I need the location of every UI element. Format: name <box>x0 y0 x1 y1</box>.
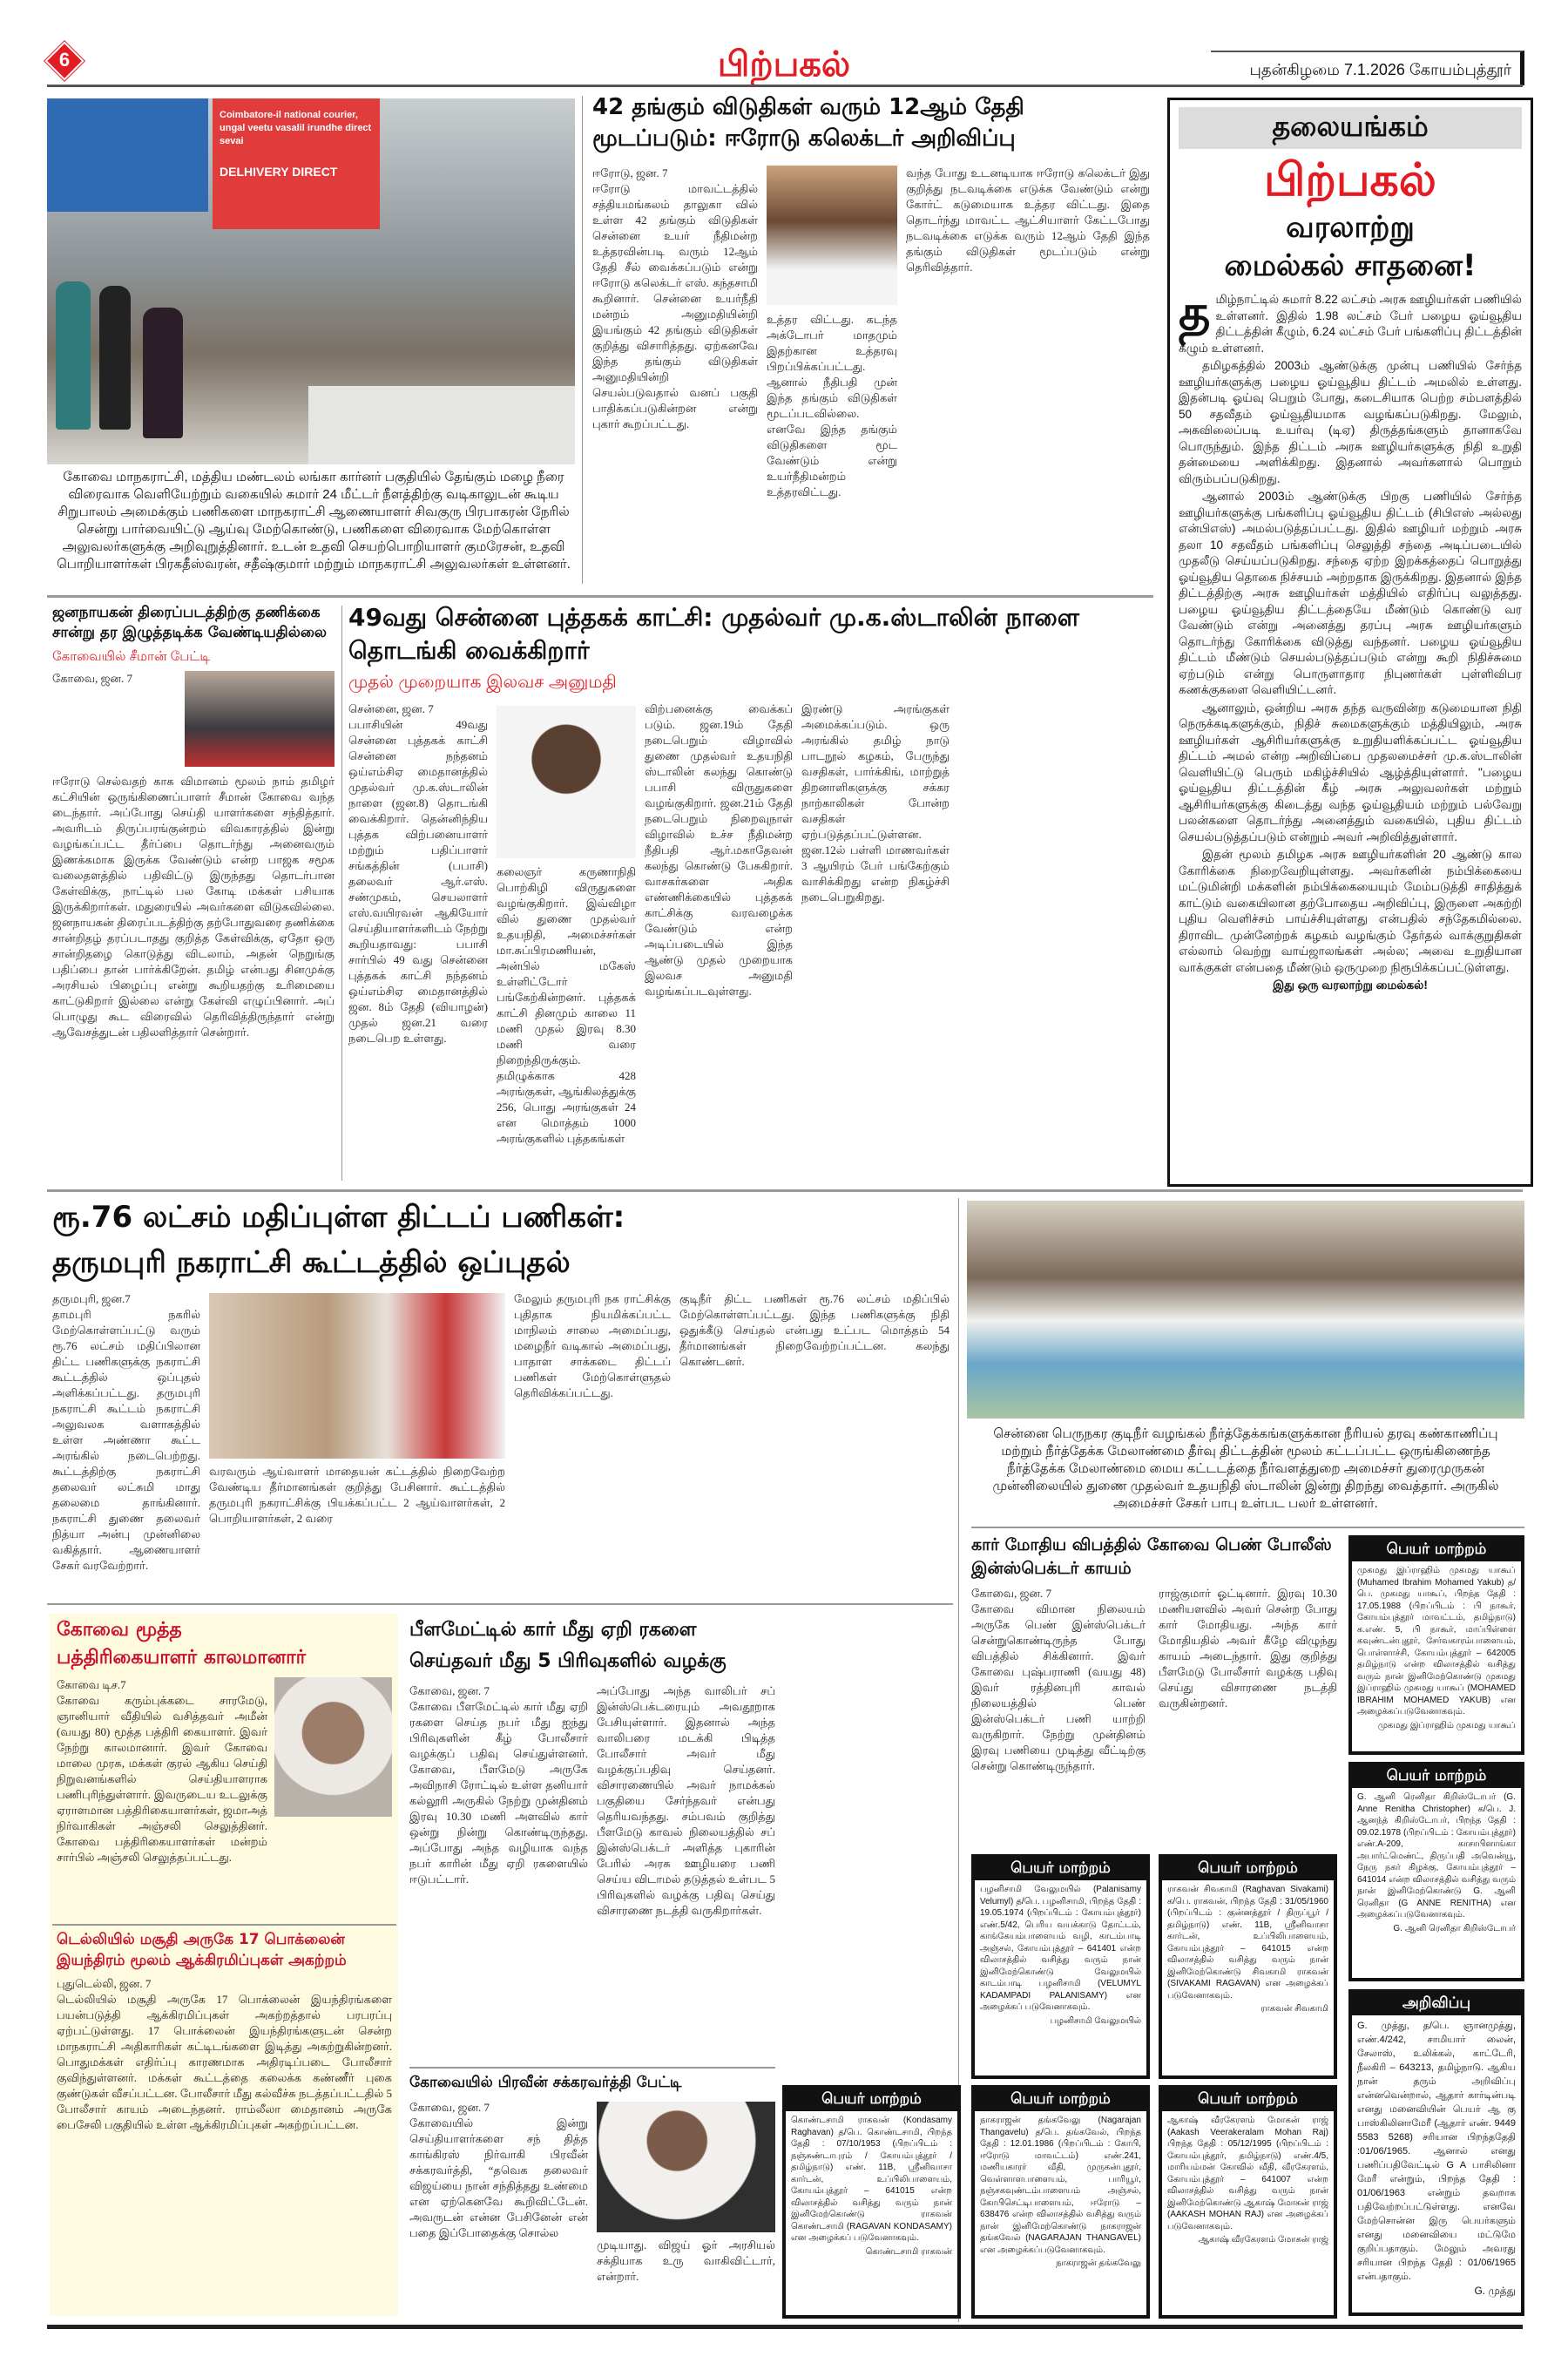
notice-title: பெயர் மாற்றம் <box>786 2089 957 2111</box>
notice-body: நாகராஜன் தங்கவேலு (Nagarajan Thangavelu) த/பெ. தங்கவேல், பிறந்த தேதி : 12.01.1986 (பிறப்பிடம் : கோபி, ஈரோடு மாவட்டம்) எண்.241, மணியகாரர் வீதி, முருகன்புதூர், வெள்ளாளபாளையம், பாரியூர், நஞ்சகவுண்டம்பாளையம் அஞ்சல், கோபிசெட்டிபாளையம், ஈரோடு – 638476 என்ற விலாசத்தில் வசித்து வரும் நான் இனிமேற்கொண்டு நாகராஜன் தங்கவேல் (NAGARAJAN THANGAVEL) என அழைக்கப்படுவேனாகவும். <box>980 2116 1141 2255</box>
billboard <box>213 98 380 229</box>
peelamedu-headline-1: பீளமேட்டில் கார் மீது ஏறி ரகளை <box>409 1619 697 1641</box>
concrete-slab <box>308 386 575 464</box>
peelamedu-headline-2: செய்தவர் மீது 5 பிரிவுகளில் வழக்கு <box>409 1650 727 1672</box>
notice-signature: G. முத்து <box>1474 2285 1516 2297</box>
name-change-notice-3 <box>971 1854 1150 2079</box>
page-number-badge <box>47 42 82 82</box>
bookfair-col3: விற்பனைக்கு வைக்கப் படும். ஜன.19ம் தேதி நடைபெறும் விழாவில் துணை முதல்வர் உதயநிதி ஸ்டாலின் கலந்து கொண்டு பபாசி விருதுகளை வழங்குகிறார். ஜன.21ம் தேதி நடைபெறும் நிறைவுநாள் விழாவில் உச்ச நீதிமன்ற நீதிபதி ஆர்.மகாதேவன் கலந்து கொண்டு பேசுகிறார். வாசகர்களை அதிக எண்ணிக்கையில் புத்தகக் காட்சிக்கு வரவழைக்க வேண்டும் என்ற அடிப்படையில் இந்த ஆண்டு முதல் முறையாக இலவச அனுமதி வழங்கப்படவுள்ளது. <box>645 702 793 998</box>
erode-col1 <box>592 166 758 588</box>
top-photo-caption: கோவை மாநகராட்சி, மத்திய மண்டலம் லங்கா கார்னர் பகுதியில் தேங்கும் மழை நீரை விரைவாக வெளியேற்றும் வகையில் சுமார் 24 மீட்டர் நீளத்திற்கு வடிகாலுடன் கூடிய சிறுபாலம் அமைக்கும் பணிகளை மாநகராட்சி ஆணையாளர் சிவகுரு பிரபாகரன் நேரில் சென்று பார்வையிட்டு ஆய்வு மேற்கொண்டு, பணிகளை விரைவாக மேற்கொள்ள அலுவலர்களுக்கு அறிவுறுத்தினார். உடன் உதவி செயற்பொறியாளர் குமரேசன், உதவி பொறியாளர்கள் பிரகதீஸ்வரன், சதீஷ்குமார் மற்றும் மாநகராட்சி அலுவலர்கள் உள்ளனர். <box>57 470 571 572</box>
praveen-headline: கோவையில் பிரவீன் சக்கரவர்த்தி பேட்டி <box>409 2074 682 2091</box>
obit-dateline: கோவை டிச.7 <box>57 1678 126 1691</box>
notice-body: G. முத்து, த/பெ. ஞானமுத்து, எண்.4/242, சாமியார் லைன், சேலாஸ், உலிக்கல், காட்டேரி, நீலகிரி – 643213, தமிழ்நாடு. ஆகிய நான் தரும் அறிவிப்பு என்னவென்றால், ஆதார் கார்டின்படி எனது மனைவியின் பெயர் ஆ கு பாஸ்கிலினாமேரீ (ஆதார் எண். 9449 5583 5268) சரியான பிறந்ததேதி :01/06/1965. ஆனால் எனது பணிப்பதிவேட்டில் G A பாசிலினா மேரீ என்றும், பிறந்த தேதி : 01/06/1963 என்றும் தவறாக பதிவேற்றப்பட்டுள்ளது. எனவே மேற்சொன்ன இரு பெயர்களும் எனது மனைவியை மட்டுமே குறிப்பதாகும். மேலும் அவரது சரியான பிறந்த தேதி : 01/06/1965 என்பதாகும். <box>1357 2021 1516 2282</box>
obit-body <box>57 1677 267 1920</box>
section-rule <box>47 1603 953 1605</box>
seeman-headline: ஜனநாயகன் திரைப்படத்திற்கு தணிக்கை சான்று தர இழுத்தடிக்க வேண்டியதில்லை <box>52 604 328 641</box>
announcement-notice <box>1348 1989 1524 2316</box>
name-change-notice-1 <box>1348 1535 1524 1755</box>
peelamedu-dateline: கோவை, ஜன. 7 <box>409 1684 490 1697</box>
accident-col1 <box>971 1586 1146 1847</box>
dropcap: த <box>1179 287 1211 341</box>
section-rule <box>47 595 1153 598</box>
journalist-photo <box>274 1677 392 1817</box>
editorial-headline-2: மைல்கல் சாதனை! <box>1224 248 1477 283</box>
dateline: புதன்கிழமை 7.1.2026 கோயம்புத்தூர் <box>1211 51 1524 85</box>
erode-headline: 42 தங்கும் விடுதிகள் வரும் 12ஆம் தேதி மூடப்படும்: ஈரோடு கலெக்டர் அறிவிப்பு <box>592 94 1024 152</box>
name-change-notice-7 <box>1159 2085 1337 2319</box>
masthead-logo: பிற்பகல் <box>717 44 851 84</box>
praveen-col2: முடியாது. விஜய் ஓர் அரசியல் சக்தியாக உரு வாகிவிட்டார், என்றார். <box>597 2238 775 2283</box>
praveen-col1 <box>409 2100 588 2313</box>
seeman-photo <box>185 671 335 767</box>
dharmapuri-col2: வரவரும் ஆய்வாளர் மாதையன் கட்டத்தில் நிறைவேற்ற வேண்டிய தீர்மானங்கள் குறித்து பேசினார். கூட்டத்தில் தருமபுரி நகராட்சிக்கு பியக்கப்பட்ட 2 ஆய்வாளர்கள், 2 பொறியாளர்கள், 2 வரை <box>209 1465 505 1525</box>
accident-dateline: கோவை, ஜன. 7 <box>971 1587 1052 1600</box>
column-divider <box>341 606 342 1181</box>
bookfair-col1 <box>348 701 488 1181</box>
section-rule <box>971 1527 1524 1528</box>
column-divider <box>582 96 583 584</box>
notice-title: பெயர் மாற்றம் <box>1162 2089 1334 2111</box>
praveen-dateline: கோவை, ஜன. 7 <box>409 2101 490 2114</box>
editorial-body <box>1179 287 1522 994</box>
top-photo <box>47 98 575 464</box>
delhi-headline: டெல்லியில் மசூதி அருகே 17 பொக்லைன் இயந்திரம் மூலம் ஆக்கிரமிப்புகள் அகற்றம் <box>57 1931 347 1969</box>
notice-signature: நாகராஜன் தங்கவேலு <box>1056 2258 1141 2268</box>
notice-title: பெயர் மாற்றம் <box>1162 1858 1334 1880</box>
notice-body: ஆகாஷ் வீரகேரளம் மோகன் ராஜ் (Aakash Veerakeralam Mohan Raj) பிறந்த தேதி : 05/12/1995 (பிறப்பிடம் : கோயம்புத்தூர், தமிழ்நாடு) எண்.4/5, மாரியம்மன் கோவில் வீதி, வீரகேரளம், கோயம்புத்தூர் – 641007 என்ற விலாசத்தில் வசித்து வரும் நான் இனிமேற்கொண்டு ஆகாஷ் மோகன் ராஜ் (AAKASH MOHAN RAJ) என அழைக்கப் படுவேனாகவும். <box>1167 2116 1328 2231</box>
editorial-section-title: தலையங்கம் <box>1179 107 1522 149</box>
obit-headline-2: பத்திரிகையாளர் காலமானார் <box>57 1647 307 1669</box>
seeman-body: ஈரோடு செல்வதற் காக விமானம் மூலம் நாம் தமிழர் கட்சியின் ஒருங்கிணைப்பாளர் சீமான் கோவை வந்த டைந்தார். அப்போது செய்தி யாளர்களை சந்தித்தார். அவரிடம் திருப்பரங்குன்றம் விவகாரத்தில் இன்று வழங்கப்பட்ட தீர்ப்பை தொடர்ந்து அனைவரும் இணக்கமாக இருக்க வேண்டும் என்ற பாஜக சமூக வலைதளத்தில் பதிவிட்டு இருந்தது தொடர்பான கேள்விக்கு, நாட்டில் பல கோடி மக்கள் பசியாக இருக்கிறார்கள். மதுரையில் அவர்களை விடுகவில்லை. ஜனநாயகன் திரைப்படத்திற்கு தற்போதுவரை தணிக்கை சான்றிதழ் தரப்படாதது குறித்த கேள்விக்கு, ஏதோ ஒரு சான்றிதழை கொடுத்து விடலாம், அதன் நெறுங்கு பதிப்பை தான் பார்க்கிறேன். தமிழ் என்பது சினமுக்கு அரசியல் பிழைப்பு என்று கூறியதற்கு உரிமையை காட்டுகிறார் இல்லை என்று கேள்வி எழுப்பினார். அப் பொழுது கூட விரைவில் தெரிவித்திருந்தார் என்று ஆவேசத்துடன் பதிலளித்தார் சென்றார். <box>52 775 335 1039</box>
notice-title: பெயர் மாற்றம் <box>1352 1539 1521 1561</box>
accident-col1-text: கோவை விமான நிலையம் அருகே பெண் இன்ஸ்பெக்டர் சென்றுகொண்டிருந்த போது விபத்தில் சிக்கினார். இவர் கோவை புஷ்பராணி (வயது 48) இவர் ரத்தினபுரி காவல் நிலையத்தில் பெண் இன்ஸ்பெக்டர் பணி யாற்றி வருகிறார். நேற்று முன்தினம் இரவு பணியை முடித்து வீட்டிற்கு சென்று கொண்டிருந்தார். <box>971 1602 1146 1772</box>
notice-signature: கொண்டசாமி ராகவன் <box>865 2246 952 2257</box>
erode-col1-text: ஈரோடு மாவட்டத்தில் சத்தியமங்கலம் தாலுகா வில் உள்ள 42 தங்கும் விடுதிகள் சென்னை உயர் நீதிமன்ற உத்தரவின்படி வரும் 12ஆம் தேதி சீல் வைக்கப்படும் என்று ஈரோடு கலெக்டர் எஸ். கந்தசாமி கூறினார். சென்னை உயர்நீதி மன்றம் அனுமதியின்றி இயங்கும் 42 தங்கும் விடுதிகள் குறித்து விசாரித்தது. ஏற்கனவே இந்த தங்கும் விடுதிகள் அனுமதியின்றி செயல்படுவதால் வனப் பகுதி பாதிக்கப்படுகின்றன என்று புகார் கூறப்பட்டது. <box>592 182 758 430</box>
delhi-body <box>57 1976 392 2312</box>
person <box>143 308 183 438</box>
billboard-brand: DELHIVERY DIRECT <box>220 165 338 179</box>
header-rule <box>47 85 1523 87</box>
editorial-closing: இது ஒரு வரலாற்று மைல்கல்! <box>1273 978 1428 992</box>
notice-body: கொண்டசாமி ராகவன் (Kondasamy Raghavan) த/பெ. கொண்டசாமி, பிறந்த தேதி : 07/10/1953 (பிறப்பிடம் : நஞ்சுண்டாபுரம் / கோயம்புத்தூர் / தமிழ்நாடு) எண். 11B, ஸ்ரீனிவாசா கார்டன், உப்பிலிபாளையம், கோயம்புத்தூர் – 641015 என்ற விலாசத்தில் வசித்து வரும் நான் இனிமேற்கொண்டு ராகவன் கொண்டசாமி (RAGAVAN KONDASAMY) என அழைக்கப் படுவேனாகவும். <box>791 2116 952 2243</box>
delhi-dateline: புதுடெல்லி, ஜன. 7 <box>57 1977 152 1990</box>
editorial-para: ஆனாலும், ஒன்றிய அரசு தந்த வருவின்ற கடுமையான நிதி நெருக்கடிகளுக்கும், நிதிச் சுமைகளுக்கும் மத்தியிலும், அரசு ஊழியர்கள் ஆசிரியர்களுக்கு உறுதியளிக்கப்பட்ட ஓய்வூதிய திட்டம் அமல் என்ற அறிவிப்பை முதலமைச்சர் மு.க.ஸ்டாலின் வெளியிட்டு பெரும் மகிழ்ச்சியில் ஆழ்த்தியுள்ளார். "பழைய ஓய்வூதிய திட்டத்தின் கீழ் அரசு அலுவலர்கள் மற்றும் ஆசிரியர்களுக்கு கிடைத்து வந்த ஓய்வூதியம் மற்றும் பல்வேறு பலன்களை தொடர்ந்து அனைத்தும் வகையில், புதிய திட்டம் செயல்படுத்தப்படும் என்றும் அவர் அறிவித்துள்ளார். <box>1179 701 1522 843</box>
editorial-para: மிழ்நாட்டில் சுமார் 8.22 லட்சம் அரசு ஊழியர்கள் பணியில் உள்ளனர். இதில் 1.98 லட்சம் பேர் பழைய ஓய்வூதிய திட்டத்தின் கீழும், 6.24 லட்சம் பேர் பங்களிப்பு திட்டத்தின் கீழும் உள்ளனர். <box>1179 293 1522 355</box>
obit-text: கோவை கரும்புக்கடை சாரமேடு, ஞானியார் வீதியில் வசித்தவர் அமீன் (வயது 80) மூத்த பத்திரி கையாளர். இவர் நேற்று காலமானார். இவர் கோவை மாலை முரசு, மக்கள் குரல் ஆகிய செய்தி நிறுவனங்களில் செய்தியாளராக பணிபுரிந்துள்ளார். இவருடைய உடலுக்கு ஏராளமான பத்திரிகையாளர்கள், ஜமாஅத் நிர்வாகிகள் அஞ்சலி செலுத்தினர். கோவை பத்திரிகையாளர்கள் மன்றம் சார்பில் அஞ்சலி செலுத்தப்பட்டது. <box>57 1694 267 1864</box>
name-change-notice-5 <box>782 2085 961 2319</box>
editorial-box <box>1167 98 1533 1187</box>
notice-signature: ஆகாஷ் வீரகேரளம் மோகன் ராஜ் <box>1198 2235 1328 2245</box>
notice-title: பெயர் மாற்றம் <box>975 1858 1146 1880</box>
editorial-headline-1: வரலாற்று <box>1286 210 1415 245</box>
delhi-text: டெல்லியில் மசூதி அருகே 17 பொக்லைன் இயந்திரங்களை பயன்படுத்தி ஆக்கிரமிப்புகள் அகற்றத்தால் பரபரப்பு ஏற்பட்டுள்ளது. 17 பொக்லைன் இயந்திரங்களுடன் சென்ற மாநகராட்சி அதிகாரிகள் கட்டிடங்களை இடித்து அகற்றுகின்றனர். பொதுமக்கள் எதிர்ப்பு காரணமாக அதிரடிப்படை போலீசார் குவிந்துள்ளனர். மக்கள் கூட்டத்தை கலைக்க கண்ணீர் புகை குண்டுகள் வீசப்பட்டன. போலீசார் மீது கல்வீச்சு நடத்தப்பட்டதில் 5 போலீசார் காயம் அடைந்தனர். ராம்லீலா மைதானம் அருகே பைசேலி பகுதியில் உள்ள ஆக்கிரமிப்புகள் அகற்றப்பட்டன. <box>57 1993 392 2131</box>
dharmapuri-col1-text: தாமபுரி நகரில் மேற்கொள்ளப்பட்டு வரும் ரூ.76 லட்சம் மதிப்பிலான திட்ட பணிகளுக்கு நகராட்சி கூட்டத்தில் ஒப்புதல் அளிக்கப்பட்டது. தருமபுரி நகராட்சி கூட்டம் நகராட்சி அலுவலக வளாகத்தில் உள்ள அண்ணா கூட்ட அரங்கில் நடைபெற்றது. கூட்டத்திற்கு நகராட்சி தலைவர் லட்சுமி மாது தலைமை தாங்கினார். நகராட்சி துணை தலைவர் நித்யா அன்பு முன்னிலை வகித்தார். ஆணையாளர் சேகர் வரவேற்றார். <box>52 1308 200 1572</box>
editorial-masthead: பிற்பகல் <box>1264 156 1436 206</box>
editorial-para: தமிழகத்தில் 2003ம் ஆண்டுக்கு முன்பு பணியில் சேர்ந்த ஊழியர்களுக்கு பழைய ஓய்வூதிய திட்டம் அமலில் உள்ளது. இதன்படி ஓய்வு பெறும் போது, கடைசியாக பெற்ற சம்பளத்தில் 50 சதவீதம் ஓய்வூதியமாக வழங்கப்படுகிறது. மேலும், அகவிலைப்படி உயர்வு (டிஏ) திருத்தங்களும் தானாகவே பொருந்தும். இந்த திட்டம் அரசு ஊழியர்களுக்கு நிதி உறுதி தன்மையை அளிக்கிறது. இதனால் அவர்களால் பொறும் விரும்பப்படுகிறது. <box>1179 359 1522 485</box>
notice-body: முகமது இப்ராஹிம் முகமது யாகூப் (Muhamed Ibrahim Mohamed Yakub) த/பெ. முகமது யாகூப், பிறந்த தேதி : 17.05.1988 (பிறப்பிடம் : பி நாகூர், கோயம்புத்தூர் மாவட்டம், தமிழ்நாடு) க.எண். 5, பி நாகூர், மாப்பிள்ளை கவுண்டன்புதூர், சேர்வகாரம்பாளையம், பொள்ளாச்சி, கோயம்புத்தூர் – 642005 தமிழ்நாடு என்ற விலாசத்தில் வசித்து வரும் நான் இனிமேற்கொண்டு முகமது இப்ராஹிம் முகமது யாகூப் (MOHAMED IBRAHIM MOHAMED YAKUB) என அழைக்கப்படுவேனாகவும். <box>1357 1566 1516 1717</box>
praveen-col1-text: கோவையில் இன்று செய்தியாளர்களை சந் தித்த காங்கிரஸ் நிர்வாகி பிரவீன் சக்கரவர்த்தி, “தவெக தலைவர் விஜய்யை நான் சந்தித்தது உண்மை என ஏற்கெனவே கூறிவிட்டேன். அவருடன் என்ன பேசினேன் என் பதை இப்போதைக்கு சொல்ல <box>409 2116 588 2239</box>
chennai-photo-caption: சென்னை பெருநகர குடிநீர் வழங்கல் நீர்த்தேக்கங்களுக்கான நீரியல் தரவு கண்காணிப்பு மற்றும் நீர்த்தேக்க மேலாண்மை தீர்வு திட்டத்தின் மூலம் கட்டப்பட்ட ஒருங்கிணைந்த நீர்த்தேக்க மேலாண்மை மைய கட்டடத்தை நீர்வளத்துறை அமைச்சர் துரைமுருகன் முன்னிலையில் துணை முதல்வர் உதயநிதி ஸ்டாலின் இன்று திறந்து வைத்தார். அருகில் அமைச்சர் சேகர் பாபு உள்பட பலர் உள்ளனர். <box>992 1426 1499 1511</box>
bookfair-subhead: முதல் முறையாக இலவச அனுமதி <box>348 673 617 692</box>
editorial-para: இதன் மூலம் தமிழக அரசு ஊழியர்களின் 20 ஆண்டு கால கோரிக்கை நிறைவேறியுள்ளது. அவர்களின் நம்பிக்கையை மட்டுமின்றி மக்களின் நம்பிக்கையையும் மேம்படுத்தி சாதித்துக் காட்டும் வகையிலான தற்போதைய அறிவிப்பு, இருளை அகற்றி புதிய வெளிச்சம் பாய்ச்சியுள்ளது என்பதில் சந்தேகமில்லை. திராவிட முன்னேற்றக் கழகம் வழங்கும் தேர்தல் வாக்குறுதிகள் எல்லாம் வெற்று வாய்ஜாலங்கள் அல்ல; அவை உறுதியான வாக்குகள் என்பதை மீண்டும் ஒருமுறை நிரூபிக்கப்பட்டுள்ளது. <box>1179 848 1522 974</box>
notice-title: பெயர் மாற்றம் <box>1352 1765 1521 1788</box>
dharmapuri-dateline: தருமபுரி, ஜன.7 <box>52 1292 131 1305</box>
accident-headline: கார் மோதிய விபத்தில் கோவை பெண் போலீஸ் இன்ஸ்பெக்டர் காயம் <box>971 1535 1332 1578</box>
bookfair-col4: இரண்டு அரங்குகள் அமைக்கப்படும். ஒரு அரங்கில் தமிழ் நாடு பாடநூல் கழகம், பேருந்து வசதிகள், பார்க்கிங், மாற்றுத் திறனாளிகளுக்கு சக்கர நாற்காலிகள் போன்ற வசதிகள் ஏற்படுத்தப்பட்டுள்ளன. ஜன.12ல் பள்ளி மாணவர்கள் 3 ஆயிரம் பேர் பங்கேற்கும் வாசிக்கிறது என்ற நிகழ்ச்சி நடைபெறுகிறது. <box>801 702 950 904</box>
person <box>99 286 131 430</box>
praveen-photo <box>597 2102 775 2232</box>
erode-col3: வந்த போது உடனடியாக ஈரோடு கலெக்டர் இது குறித்து நடவடிக்கை எடுக்க வேண்டும் என்று கோர்ட் கடுமையாக உத்தர விட்டது. இதை தொடர்ந்து மாவட்ட ஆட்சியாளர் கேட்டபோது நடவடிக்கை எடுக்க வரும் 12ஆம் தேதி இந்த தங்கும் விடுதிகள் மூடப்படும் என்று தெரிவித்தார். <box>906 166 1150 274</box>
peelamedu-col1-text: கோவை பீளமேட்டில் கார் மீது ஏறி ரகளை செய்த நபர் மீது ஐந்து பிரிவுகளின் கீழ் போலீசார் வழக்குப் பதிவு செய்துள்ளனர். கோவை, பீளமேடு அருகே அவிநாசி ரோட்டில் உள்ள தனியார் கல்லூரி அருகில் நேற்று முன்தினம் இரவு 10.30 மணி அளவில் கார் ஒன்று நின்று கொண்டிருந்தது. அப்போது அந்த வழியாக வந்த நபர் காரின் மீது ஏறி ரகளையில் ஈடுபட்டார். <box>409 1700 588 1886</box>
collector-photo <box>767 166 897 305</box>
editorial-para: ஆனால் 2003ம் ஆண்டுக்கு பிறகு பணியில் சேர்ந்த ஊழியர்களுக்கு பங்களிப்பு ஓய்வூதிய திட்டம் (சிபிஎஸ் அல்லது என்பிஎஸ்) அமல்படுத்தப்பட்டது. இதில் ஊழியர் மற்றும் அரசு தலா 10 சதவீதம் பங்களிப்பு செலுத்தி சந்தை அடிப்படையில் முதலீடு செய்யப்படுகிறது. சந்தை ஏற்ற இறக்கத்தைப் பொறுத்து ஓய்வூதிய தொகை நிச்சயம் அற்றதாக இருக்கிறது. இதனால் இந்த திட்டத்திற்கு அரசு ஊழியர்கள் மத்தியில் எதிர்ப்பு வலுத்தது. பழைய ஓய்வூதிய திட்டத்தையே மீண்டும் கொண்டு வர வேண்டும் என்று அனைத்து தரப்பு அரசு ஊழியர்களும் தொடர்ந்து கோரிக்கை விடுத்து வந்தனர். பழைய ஓய்வூதிய திட்டம் மீண்டும் செயல்படுத்தப்படும் என்று கூறி நிதிச்சுமை ஏற்படும் என்று பொருளாதார நிபுணர்கள் புள்ளிவிபர கணக்குகளை வெளியிட்டனர். <box>1179 490 1522 696</box>
name-change-notice-6 <box>971 2085 1150 2319</box>
dharmapuri-col1 <box>52 1291 200 1596</box>
erode-dateline: ஈரோடு, ஜன. 7 <box>592 166 668 179</box>
page-number: 6 <box>58 49 71 71</box>
notice-title: அறிவிப்பு <box>1352 1993 1521 2015</box>
erode-col2: உத்தர விட்டது. கடந்த அக்டோபர் மாதமும் இதற்கான உத்தரவு பிறப்பிக்கப்பட்டது. ஆனால் நீதிபதி முன் இந்த தங்கும் விடுதிகள் மூடப்படவில்லை. எனவே இந்த தங்கும் விடுதிகளை மூட வேண்டும் என்று உயர்நீதிமன்றம் உத்தரவிட்டது. <box>767 313 897 498</box>
dharmapuri-headline-2: தருமபுரி நகராட்சி கூட்டத்தில் ஒப்புதல் <box>52 1245 571 1280</box>
billboard-left <box>47 98 208 212</box>
bookfair-headline: 49வது சென்னை புத்தகக் காட்சி: முதல்வர் மு.க.ஸ்டாலின் நாளை தொடங்கி வைக்கிறார் <box>348 603 1080 665</box>
footer-rule <box>47 2325 1523 2329</box>
dharmapuri-headline-1: ரூ.76 லட்சம் மதிப்புள்ள திட்டப் பணிகள்: <box>52 1200 625 1235</box>
person <box>56 281 91 430</box>
seeman-dateline: கோவை, ஜன. 7 <box>52 672 133 685</box>
chennai-reservoir-photo <box>967 1201 1524 1419</box>
accident-col2: ராஜ்குமார் ஓட்டினார். இரவு 10.30 மணியளவில் அவர் சென்ற போது கார் மோதியது. அந்த கார் மோதியதில் அவர் கீழே விழுந்து காயம் அடைந்தார். இது குறித்து பீளமேடு போலீசார் வழக்கு பதிவு செய்து விசாரணை நடத்தி வருகின்றனர். <box>1159 1587 1337 1710</box>
notice-body: G. ஆனி ரெனிதா கிறிஸ்டோபர் (G. Anne Renitha Christopher) க/பெ. J. ஆனந்த் கிறிஸ்டோபர், பிறந்த தேதி : 09.02.1978 (பிறப்பிடம் : கோயம்புத்தூர்) எண்.A-209, காசாபிளாங்கா அபார்ட்மெண்ட், திருப்பதி அவென்யூ, நேரு நகர் கிழக்கு, கோயம்புத்தூர் – 641014 என்ற விலாசத்தில் வசித்து வரும் நான் இனிமேற்கொண்டு G. ஆனி ரெனிதா (G ANNE RENITHA) என அழைக்கப்படுவேனாகவும். <box>1357 1792 1516 1920</box>
peelamedu-col1 <box>409 1683 588 2058</box>
seeman-body <box>52 671 179 769</box>
dharmapuri-col4: குடிநீர் திட்ட பணிகள் ரூ.76 லட்சம் மதிப்பில் மேற்கொள்ளப்பட்டது. இந்த பணிகளுக்கு நிதி ஒதுக்கீடு செய்தல் என்பது உட்பட மொத்தம் 54 தீர்மானங்கள் நிறைவேற்றப்பட்டன. கலந்து கொண்டனர். <box>679 1292 950 1368</box>
notice-body: ராகவன் சிவகாமி (Raghavan Sivakami) க/பெ. ராகவன், பிறந்த தேதி : 31/05/1960 (பிறப்பிடம் : குன்னத்தூர் / திருப்பூர் / தமிழ்நாடு) எண். 11B, ஸ்ரீனிவாசா கார்டன், உப்பிலிபாளையம், கோயம்புத்தூர் – 641015 என்ற விலாசத்தில் வசித்து வரும் நான் இனிமேற்கொண்டு சிவகாமி ராகவன் (SIVAKAMI RAGAVAN) என அழைக்கப் படுவேனாகவும். <box>1167 1885 1328 2001</box>
notice-signature: பழனிசாமி வேலுமயில் <box>1050 2015 1141 2026</box>
notice-signature: ராகவன் சிவகாமி <box>1260 2004 1328 2014</box>
name-change-notice-4 <box>1159 1854 1337 2079</box>
notice-signature: முகமது இப்ராஹிம் முகமது யாகூப் <box>1377 1720 1516 1730</box>
dharmapuri-col3: மேலும் தருமபுரி நக ராட்சிக்கு புதிதாக நியமிக்கப்பட்ட மாநிலம் சாலை அமைப்பது, மழைநீர் வடிகால் அமைப்பது, பாதாள சாக்கடை திட்டப் பணிகள் மேற்கொள்ளுதல் தெரிவிக்கப்பட்டது. <box>514 1292 671 1399</box>
section-rule <box>52 1924 396 1926</box>
bookfair-col2: கலைஞர் கருணாநிதி பொற்கிழி விருதுகளை வழங்குகிறார். இவ்விழா வில் துணை முதல்வர் உதயநிதி, அமைச்சர்கள் மா.சுப்பிரமணியன், அன்பில் மகேஸ் உள்ளிட்டோர் பங்கேற்கின்றனர். புத்தகக் காட்சி தினமும் காலை 11 மணி முதல் இரவு 8.30 மணி வரை நிறைந்திருக்கும். தமிழுக்காக 428 அரங்குகள், ஆங்கிலத்துக்கு 256, பொது அரங்குகள் 24 என மொத்தம் 1000 அரங்குகளில் புத்தகங்கள் <box>497 865 636 1145</box>
billboard-text: Coimbatore-il national courier, ungal veetu vasalil irundhe direct sevai <box>220 110 372 146</box>
stalin-photo <box>497 706 636 858</box>
notice-signature: G. ஆனி ரெனிதா கிறிஸ்டோபர் <box>1393 1923 1516 1933</box>
section-rule <box>47 1189 1523 1192</box>
peelamedu-col2: அப்போது அந்த வாலிபர் சப் இன்ஸ்பெக்டரையும் அவதூறாக பேசியுள்ளார். இதனால் அந்த வாலிபரை மடக்கி பிடித்த போலீசார் அவர் மீது வழக்குப்பதிவு செய்தனர். விசாரணையில் அவர் நாமக்கல் பகுதியை சேர்ந்தவர் என்பது தெரியவந்தது. சம்பவம் குறித்து பீளமேடு காவல் நிலையத்தில் சப் இன்ஸ்பெக்டர் அளித்த புகாரின் பேரில் அரசு ஊழியரை பணி செய்ய விடாமல் தடுத்தல் உள்பட 5 பிரிவுகளில் வழக்கு பதிவு செய்து விசாரணை நடத்தி வருகிறார்கள். <box>597 1684 775 1917</box>
obit-headline-1: கோவை மூத்த <box>57 1619 182 1641</box>
bookfair-col1-text: பபாசியின் 49வது சென்னை புத்தகக் காட்சி சென்னை நந்தனம் ஒய்எம்சிஏ மைதானத்தில் முதல்வர் மு.க.ஸ்டாலின் நாளை (ஜன.8) தொடங்கி வைக்கிறார். தென்னிந்திய புத்தக விற்பனையாளர் மற்றும் பதிப்பாளர் சங்கத்தின் (பபாசி) தலைவர் ஆர்.எஸ். சண்முகம், செயலாளர் எஸ்.வயிரவன் ஆகியோர் செய்தியாளர்களிடம் நேற்று கூறியதாவது: பபாசி சார்பில் 49 வது சென்னை புத்தகக் காட்சி நந்தனம் ஒய்எம்சிஏ மைதானத்தில் ஜன. 8ம் தேதி (வியாழன்) முதல் ஜன.21 வரை நடைபெற உள்ளது. <box>348 718 488 1045</box>
notice-title: பெயர் மாற்றம் <box>975 2089 1146 2111</box>
notice-body: பழனிசாமி வேலுமயில் (Palanisamy Velumyl) த/பெ. பழனிசாமி, பிறந்த தேதி : 19.05.1974 (பிறப்பிடம் : கோயம்புத்தூர்) எண்.5/42, பெரிய வயக்காடு தோட்டம், காங்கேயம்பாளையம் வழி, காடம்பாடி அஞ்சல், கோயம்புத்தூர் – 641401 என்ற விலாசத்தில் வசித்து வரும் நான் இனிமேற்கொண்டு வேலுமயில் காடம்பாடி பழனிசாமி (VELUMYL KADAMPADI PALANISAMY) என அழைக்கப் படுவேனாகவும். <box>980 1885 1141 2012</box>
council-meeting-photo <box>209 1293 505 1459</box>
seeman-subhead: கோவையில் சீமான் பேட்டி <box>52 649 211 664</box>
bookfair-dateline: சென்னை, ஜன. 7 <box>348 702 434 715</box>
section-rule <box>409 2067 775 2069</box>
name-change-notice-2 <box>1348 1762 1524 1981</box>
